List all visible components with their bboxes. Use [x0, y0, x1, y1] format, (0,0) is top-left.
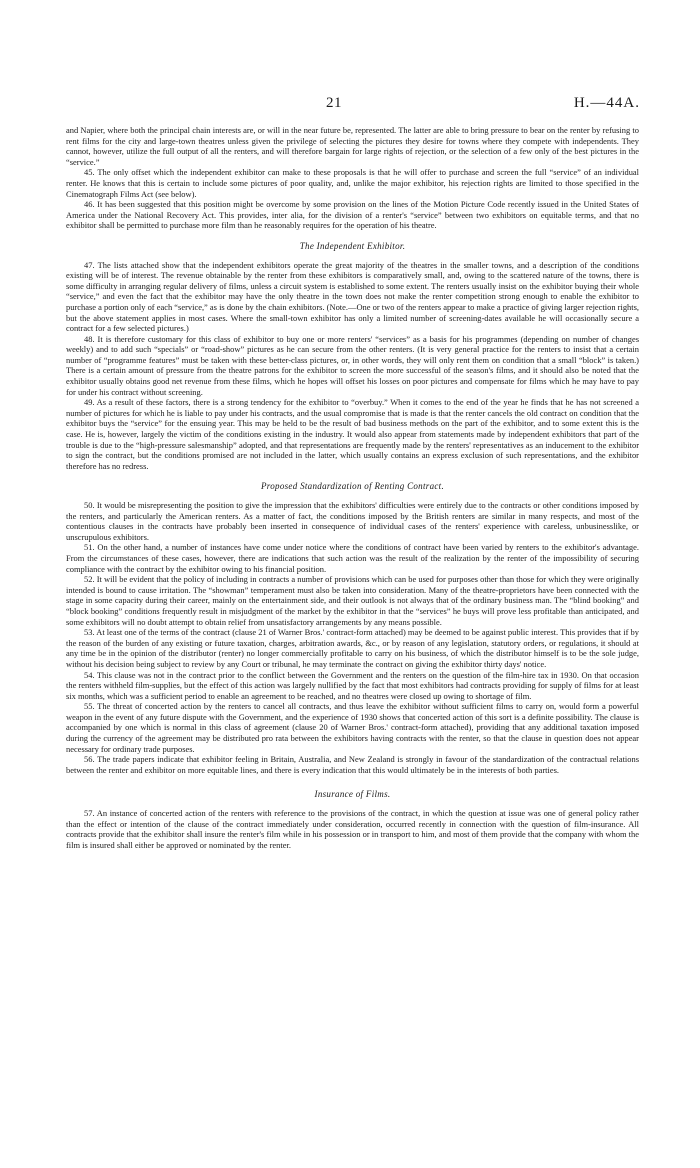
section-heading-insurance: Insurance of Films. — [314, 789, 391, 800]
section-heading-standardization: Proposed Standardization of Renting Contract. — [260, 481, 445, 492]
paragraph-48: 48. It is therefore customary for this class of exhibitor to buy one or more renters' “services” as a basis for his programmes (depending on number of changes weekly) and to add such “specials” or “road-show” pictures as he can secure from the other renters. (It is very general practice for the renters to insist that a certain number of “programme features” must be taken with these better-class pictures, or, in other words, they will only rent them on condition that a small “block” is taken.) There is a certain amount of pressure from the theatre patrons for the exhibitor to screen the more successful of the season's films, and it should also be noted that the exhibitor usually obtains good net revenue from these films, which he hopes will offset his losses on poor pictures and compensate for films which he may have to pay for under his contract without screening. — [66, 333, 639, 397]
paragraph-51: 51. On the other hand, a number of instances have come under notice where the conditions of contract have been varied by renters to the exhibitor's advantage. From the circumstances of these cases, however, there are indications that such action was the result of the realization by the renter of the impossibility of securing compliance with the contract by the exhibitor owing to his financial position. — [66, 542, 639, 574]
paragraph-47: 47. The lists attached show that the independent exhibitors operate the great majority of the theatres in the smaller towns, and a description of the conditions existing will be of interest. The revenue obtainable by the renter from these exhibitors is comparatively small, and, owing to the scattered nature of the towns, there is some difficulty in arranging regular delivery of films, unless a circuit system is established to some extent. The renters usually insist on the exhibitor buying their whole “service,” and even the fact that the exhibitor may have the only theatre in the town does not make the renter competition strong enough to enable the exhibitor to purchase a portion only of each “service,” as is done by the chain exhibitors. (Note.—One or two of the renters appear to make a practice of giving larger rejection rights, but the above statement applies in most cases. Where the small-town exhibitor has only a limited number of screening-dates available he will occasionally secure a contract for a few selected pictures.) — [66, 259, 639, 334]
page-number: 21 — [326, 95, 342, 111]
document-body — [66, 125, 639, 850]
paragraph-54: 54. This clause was not in the contract prior to the conflict between the Government and the renters on the question of the film-hire tax in 1930. On that occasion the renters withheld film-supplies, but the effect of this action was largely nullified by the fact that most exhibitors had contracts providing for supply of films for at least six months, which was a sufficient period to enable an agreement to be reached, and no theatres were closed up owing to shortage of film. — [66, 669, 639, 701]
paragraph-53: 53. At least one of the terms of the contract (clause 21 of Warner Bros.' contract-form attached) may be deemed to be against public interest. This provides that if by the reason of the burden of any existing or future taxation, charges, arbitration awards, &c., or by reason of any legislation, statutory orders, or regulations, it should at any time be in the opinion of the distributor (renter) no longer commercially profitable to carry on his business, of which the distributor himself is to be the sole judge, without his decision being subject to review by any Court or tribunal, he may terminate the contract on giving the exhibitor thirty days' notice. — [66, 627, 639, 669]
paragraph-52: 52. It will be evident that the policy of including in contracts a number of provisions which can be used for purposes other than those for which they were originally intended is bound to cause irritation. The “showman” temperament must also be taken into consideration. Many of the theatre-proprietors have been connected with the stage in some capacity during their career, mainly on the entertainment side, and their outlook is not always that of the ordinary business man. The “blind booking” and “block booking” conditions frequently result in misjudgment of the market by the exhibitor in that the “services” he buys will prove less profitable than anticipated, and some exhibitors will no doubt attempt to obtain relief from unsatisfactory arrangements by any means possible. — [66, 574, 639, 627]
section-heading-independent-exhibitor: The Independent Exhibitor. — [299, 240, 406, 251]
paragraph-46: 46. It has been suggested that this position might be overcome by some provision on the lines of the Motion Picture Code recently issued in the United States of America under the National Recovery Act. This provides, inter alia, for the division of a renter's “service” between two exhibitors on equitable terms, and that no exhibitor shall be permitted to purchase more film than he reasonably requires for the operation of his theatre. — [66, 199, 639, 231]
paragraph-49: 49. As a result of these factors, there is a strong tendency for the exhibitor to “overbuy.” When it comes to the end of the year he finds that he has not screened a number of pictures for which he is liable to pay under his contracts, and the usual compromise that is made is that the renter cancels the old contract on condition that the exhibitor buys the “service” for the ensuing year. This may be held to be the result of bad business methods on the part of the exhibitor, and to some extent this is the case. He is, however, largely the victim of the conditions existing in the industry. It would also appear from statements made by independent exhibitors that part of the trouble is due to the “high-pressure salesmanship” adopted, and that representations are frequently made by the renters' representatives as an inducement to the exhibitor to sign the contract, but the conditions promised are not included in the latter, which usually contains an express exclusion of such representations, and the exhibitor therefore has no redress. — [66, 397, 639, 471]
paragraph-45: 45. The only offset which the independent exhibitor can make to these proposals is that he will offer to purchase and screen the full “service” of an individual renter. He knows that this is certain to include some pictures of poor quality, and, unlike the major exhibitor, his rejection rights are limited to those specified in the Cinematograph Films Act (see below). — [66, 167, 639, 199]
page-header — [0, 95, 700, 119]
paragraph-56: 56. The trade papers indicate that exhibitor feeling in Britain, Australia, and New Zealand is strongly in favour of the standardization of the contractual relations between the renter and exhibitor on more equitable lines, and there is every indication that this would ultimately be in the interests of both parties. — [66, 754, 639, 775]
document-reference: H.—44A. — [573, 95, 640, 111]
paragraph-55: 55. The threat of concerted action by the renters to cancel all contracts, and thus leave the exhibitor without sufficient films to carry on, would form a powerful weapon in the event of any future dispute with the Government, and the experience of 1930 shows that concerted action of this sort is a definite possibility. The clause is accompanied by one which is normal in this class of agreement (clause 20 of Warner Bros.' contract-form attached), providing that any additional taxation imposed during the currency of the agreement may be distributed pro rata between the exhibitors having contracts with the renter, so that the clause in question does not appear necessary for ordinary trade purposes. — [66, 701, 639, 754]
paragraph-44-continued: and Napier, where both the principal chain interests are, or will in the near future be, represented. The latter are able to bring pressure to bear on the renter by refusing to rent films for the city and large-town theatres unless given the privilege of selecting the pictures they desire for towns where they compete with independents. They cannot, however, utilize the full output of all the renters, and will therefore bargain for large rights of rejection, or the selection of a few only of the best pictures in the “service.” — [66, 125, 639, 167]
paragraph-50: 50. It would be misrepresenting the position to give the impression that the exhibitors' difficulties were entirely due to the contracts or other conditions imposed by the renters, and particularly the American renters. As a matter of fact, the conditions imposed by the British renters are similar in many respects, and most of the contentious clauses in the contracts have probably been inserted in consequence of individual cases of the renters' experience with careless, unbusinesslike, or unscrupulous exhibitors. — [66, 500, 639, 542]
paragraph-57: 57. An instance of concerted action of the renters with reference to the provisions of the contract, in which the question at issue was one of general policy rather than the effect or intention of the clause of the contract immediately under consideration, occurred recently in connection with the question of film-insurance. All contracts provide that the exhibitor shall insure the renter's film while in his possession or in transport to him, and most of them provide that the company with whom the film is insured shall either be approved or nominated by the renter. — [66, 808, 639, 850]
